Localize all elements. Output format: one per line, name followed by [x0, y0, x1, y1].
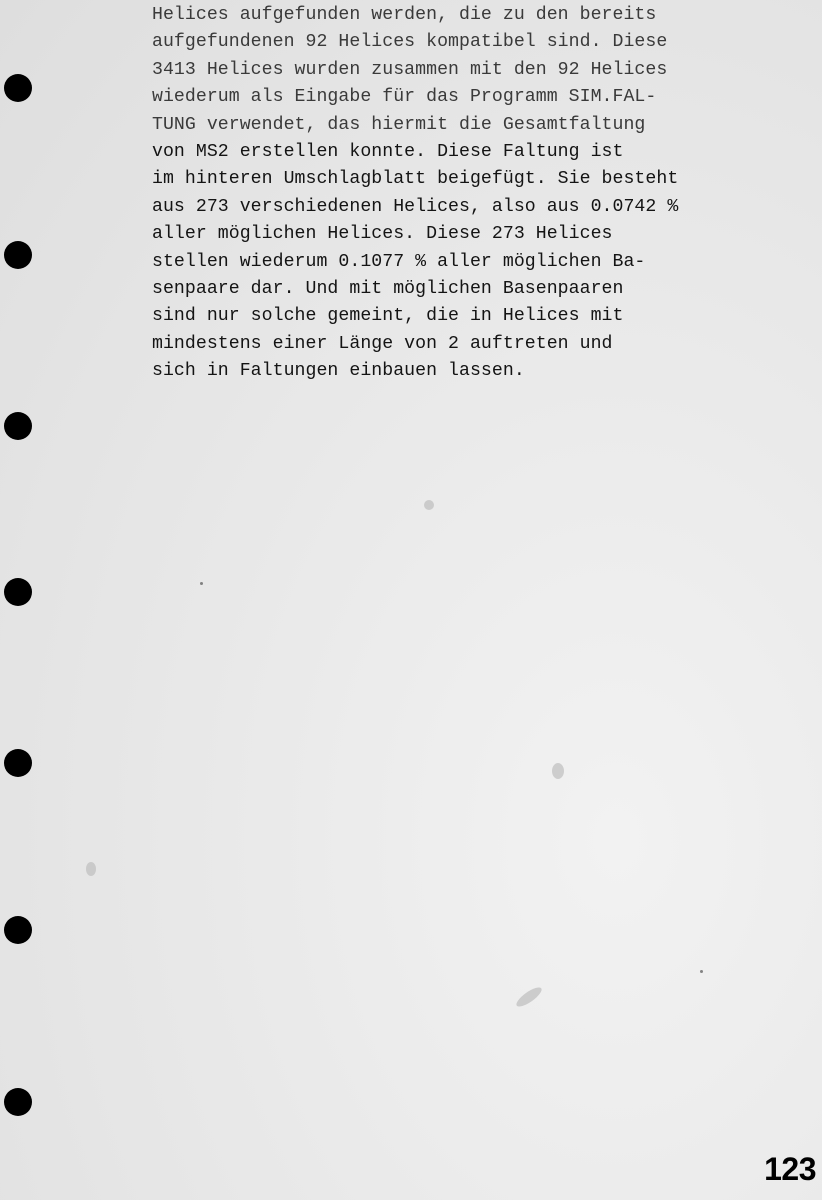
text-line: aufgefundenen 92 Helices kompatibel sind. Diese: [152, 32, 668, 53]
text-line: aus 273 verschiedenen Helices, also aus 0.0742 %: [152, 196, 679, 217]
punch-hole: [4, 241, 32, 269]
paper-speck: [700, 970, 703, 973]
text-line: von MS2 erstellen konnte. Diese Faltung ist: [152, 141, 624, 162]
text-line: 3413 Helices wurden zusammen mit den 92 Helices: [152, 59, 668, 80]
text-line: mindestens einer Länge von 2 auftreten und: [152, 333, 613, 354]
paper-speck: [200, 582, 203, 585]
page-number: 123: [764, 1151, 816, 1187]
text-line: wiederum als Eingabe für das Programm SIM.FAL-: [152, 87, 657, 108]
punch-hole: [4, 749, 32, 777]
body-text: [152, 2, 712, 385]
text-line: im hinteren Umschlagblatt beigefügt. Sie besteht: [152, 169, 679, 190]
text-line: TUNG verwendet, das hiermit die Gesamtfaltung: [152, 114, 646, 135]
punch-hole: [4, 916, 32, 944]
paper-speck: [86, 862, 96, 876]
punch-hole: [4, 1088, 32, 1116]
text-line: sich in Faltungen einbauen lassen.: [152, 361, 525, 382]
punch-hole: [4, 74, 32, 102]
punch-hole: [4, 578, 32, 606]
paper-speck: [552, 763, 564, 779]
text-line: senpaare dar. Und mit möglichen Basenpaaren: [152, 278, 624, 299]
text-line: stellen wiederum 0.1077 % aller möglichen Ba-: [152, 251, 646, 272]
text-line: aller möglichen Helices. Diese 273 Helices: [152, 224, 613, 245]
punch-hole: [4, 412, 32, 440]
paper-speck: [514, 984, 544, 1009]
paper-speck: [424, 500, 434, 510]
text-line: sind nur solche gemeint, die in Helices mit: [152, 306, 624, 327]
text-line: Helices aufgefunden werden, die zu den bereits: [152, 5, 657, 25]
